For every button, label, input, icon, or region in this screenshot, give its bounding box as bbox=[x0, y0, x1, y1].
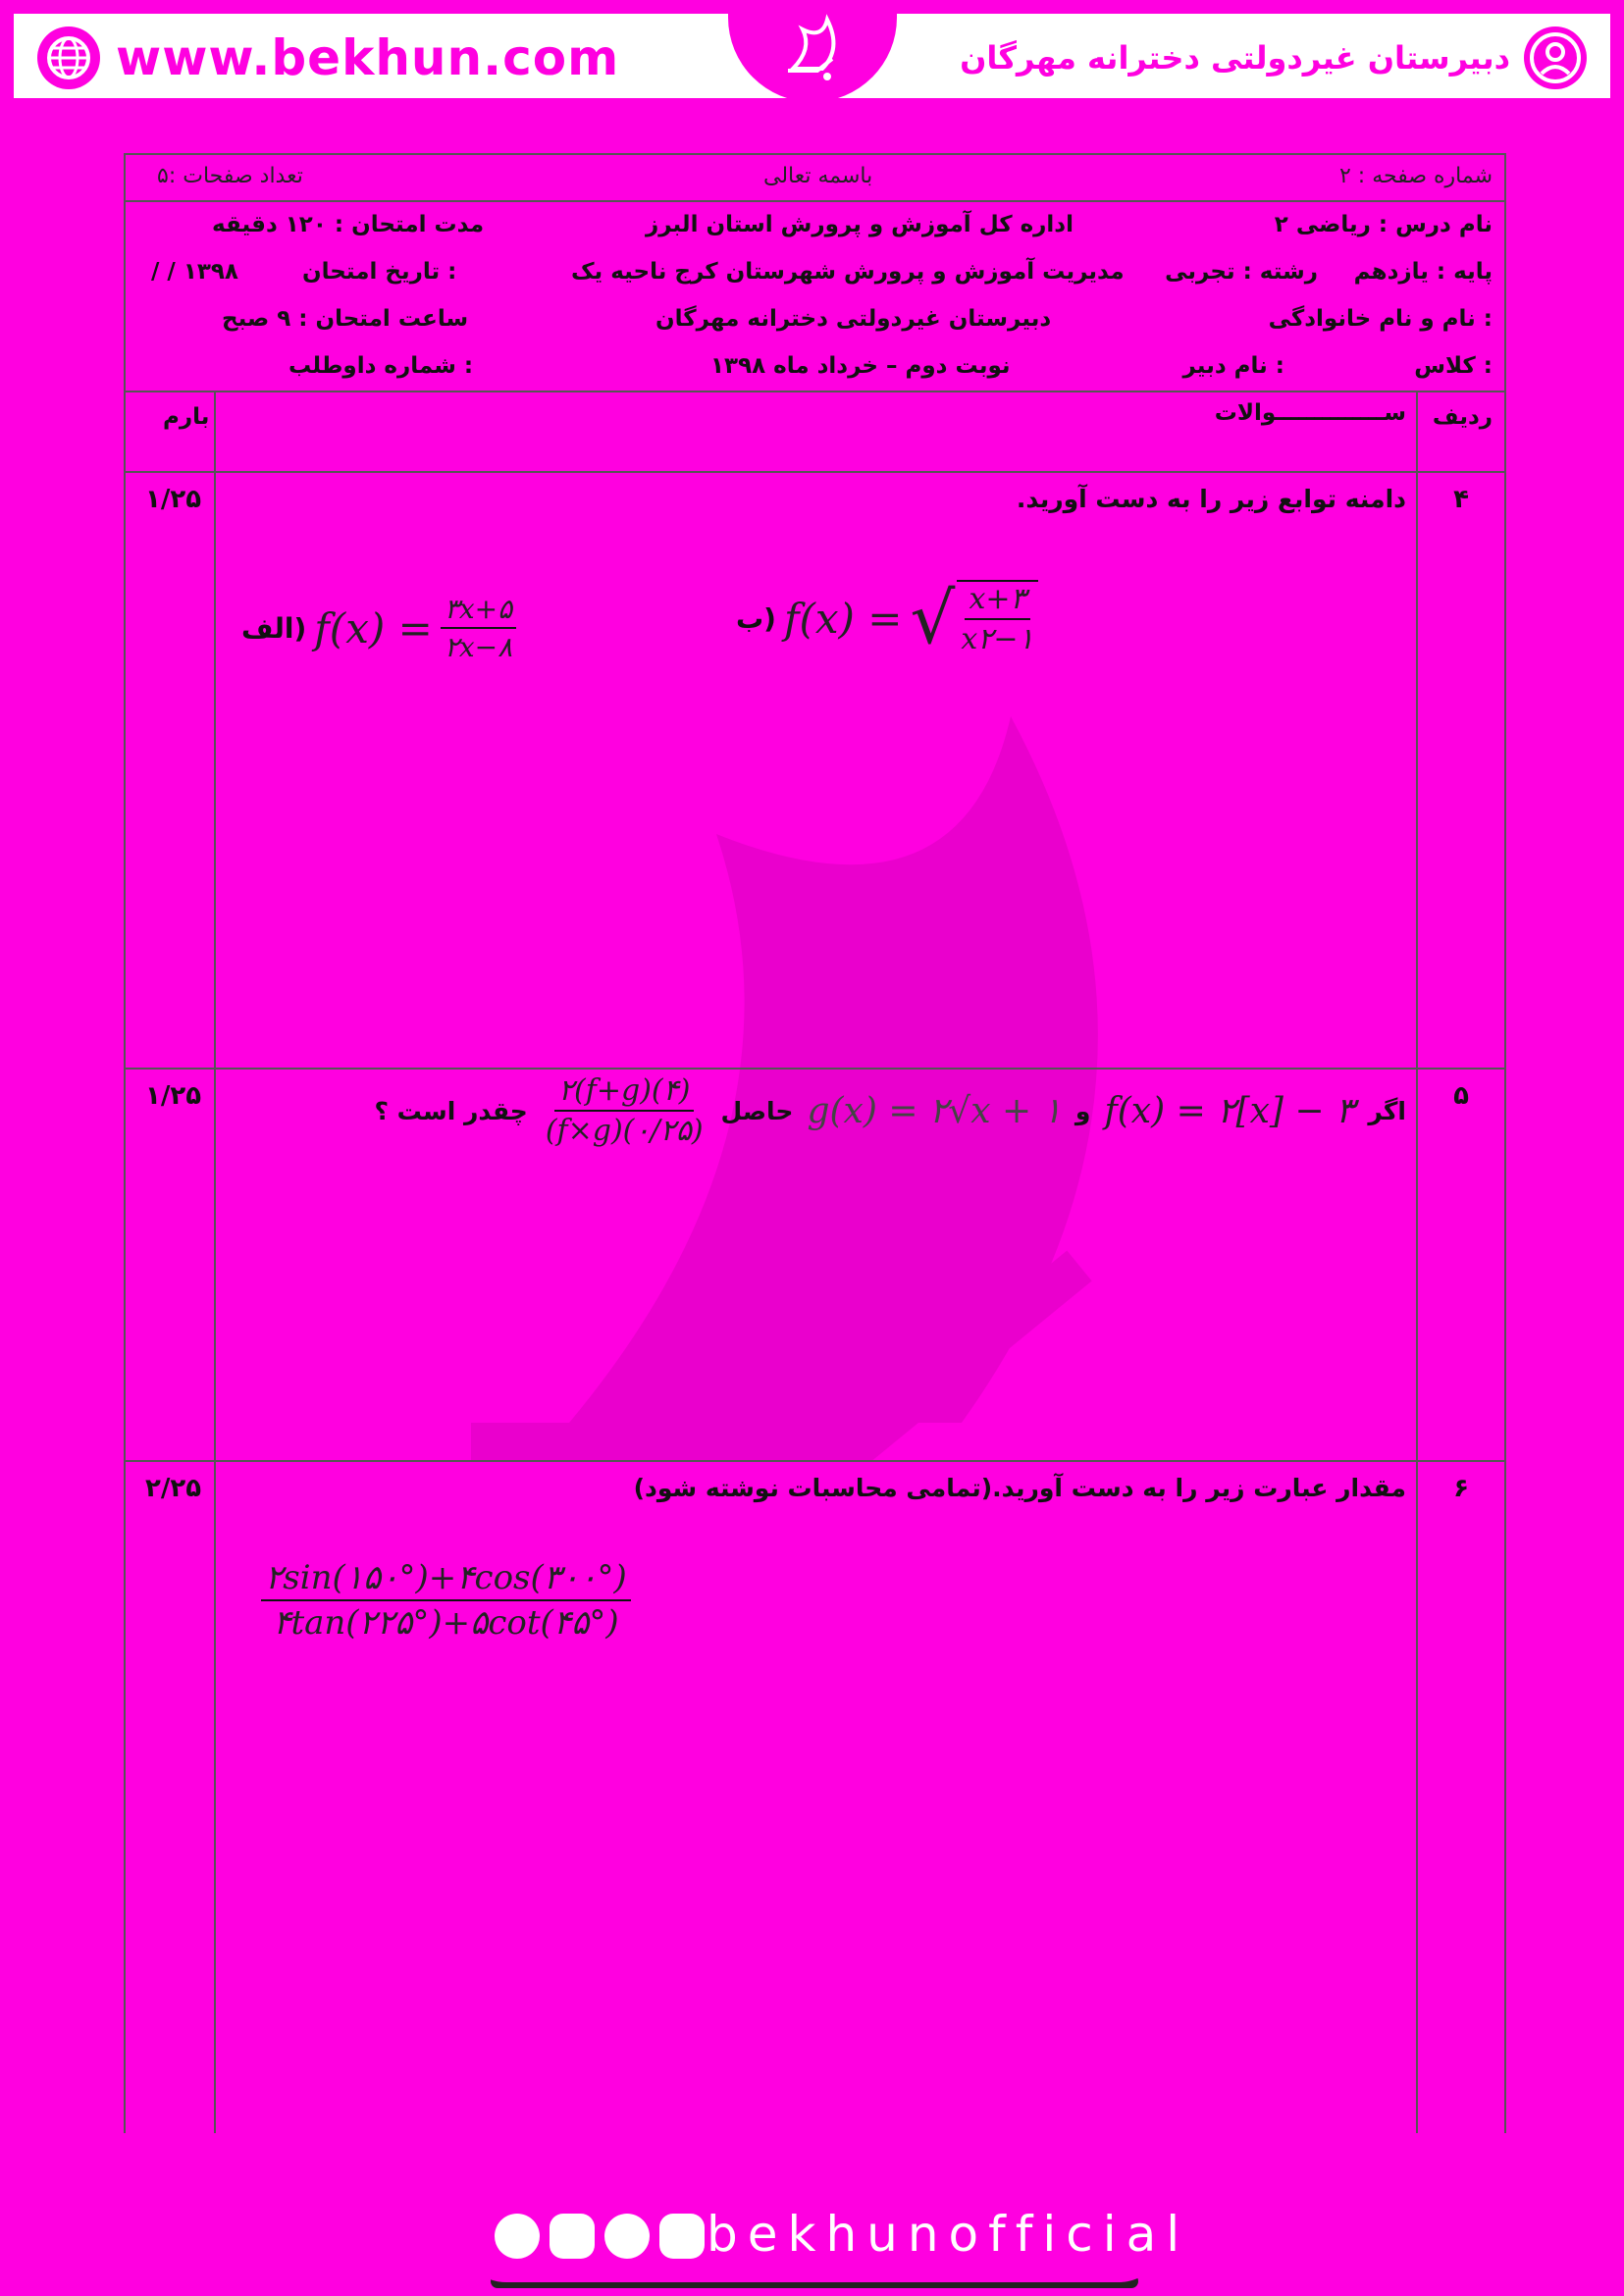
field: رشته : تجربی bbox=[1165, 259, 1318, 285]
column-header-score: بارم bbox=[163, 404, 210, 430]
question-4-score: ۱/۲۵ bbox=[145, 485, 202, 514]
score-column-divider bbox=[214, 391, 216, 2133]
org-line-1: اداره کل آموزش و پرورش استان البرز bbox=[646, 212, 1074, 237]
question-6-expression bbox=[261, 1558, 631, 1643]
question-6-denominator: ۴tan(۲۲۵°)+۵cot(۴۵°) bbox=[273, 1603, 619, 1643]
question-6-numerator: ۲sin(۱۵۰°)+۴cos(۳۰۰°) bbox=[261, 1558, 631, 1601]
header-row-top bbox=[126, 155, 1504, 202]
page-number: شماره صفحه : ۲ bbox=[1338, 164, 1493, 188]
part-a-label: الف) bbox=[241, 611, 307, 645]
page-count: تعداد صفحات :۵ bbox=[157, 164, 303, 188]
part-a-lhs: f(x) = bbox=[314, 603, 433, 652]
column-header-divider bbox=[126, 471, 1504, 473]
question-6-fraction bbox=[261, 1558, 631, 1643]
globe-icon bbox=[37, 26, 100, 89]
question-4-part-a bbox=[241, 593, 516, 663]
row-column-divider bbox=[1416, 391, 1418, 2133]
exam-time: ساعت امتحان : ۹ صبح bbox=[222, 306, 469, 332]
question-6-score: ۲/۲۵ bbox=[145, 1474, 202, 1503]
teacher-label: نام دبیر : bbox=[1182, 353, 1284, 379]
question-5-numerator: ۲(f+g)(۴) bbox=[554, 1073, 695, 1112]
question-4-part-b bbox=[736, 577, 1038, 659]
question-5-divider bbox=[126, 1460, 1504, 1462]
part-a-denominator: ۲x−۸ bbox=[444, 631, 513, 663]
student-name-label: نام و نام خانوادگی : bbox=[1268, 306, 1493, 332]
question-4-number: ۴ bbox=[1453, 485, 1469, 514]
question-5-if: اگر bbox=[1368, 1096, 1406, 1125]
class-label: کلاس : bbox=[1414, 353, 1493, 379]
org-line-2: مدیریت آموزش و پرورش شهرستان کرج ناحیه یک bbox=[571, 259, 1125, 285]
question-5-f-definition: f(x) = ۲[x] − ۳ bbox=[1104, 1090, 1355, 1131]
school-title-top bbox=[960, 24, 1587, 92]
part-a-numerator: ۳x+۵ bbox=[441, 593, 516, 629]
questions-table bbox=[124, 391, 1506, 2133]
part-b-denominator: x۲−۱ bbox=[961, 622, 1034, 656]
table-top-border bbox=[126, 391, 1504, 392]
part-b-label: ب) bbox=[736, 601, 776, 635]
user-icon bbox=[1524, 26, 1587, 89]
instagram-icon[interactable] bbox=[659, 2214, 705, 2259]
org-line-3: دبیرستان غیردولتی دخترانه مهرگان bbox=[655, 306, 1052, 332]
candidate-number-label: شماره داوطلب : bbox=[288, 353, 474, 379]
youtube-icon[interactable] bbox=[550, 2214, 595, 2259]
exam-date-label: تاریخ امتحان : bbox=[302, 259, 457, 285]
question-5-and: و bbox=[1074, 1096, 1091, 1125]
website-link[interactable] bbox=[37, 24, 619, 92]
question-5-g-definition: g(x) = ۲√x + ۱ bbox=[807, 1090, 1062, 1131]
basmala: باسمه تعالی bbox=[763, 164, 873, 188]
social-handle[interactable]: bekhunofficial bbox=[707, 2206, 1190, 2263]
exam-duration: مدت امتحان : ۱۲۰ دقیقه bbox=[212, 212, 485, 237]
part-a-fraction bbox=[441, 593, 516, 663]
question-5-fraction bbox=[542, 1073, 707, 1148]
grade: پایه : یازدهم bbox=[1353, 259, 1493, 285]
question-5-result: حاصل bbox=[720, 1096, 794, 1125]
question-5-text bbox=[374, 1073, 1406, 1148]
exam-header bbox=[124, 153, 1506, 392]
question-5-number: ۵ bbox=[1453, 1081, 1469, 1111]
question-6-text: مقدار عبارت زیر را به دست آورید.(تمامی محاسبات نوشته شود) bbox=[633, 1474, 1406, 1502]
question-5-score: ۱/۲۵ bbox=[145, 1081, 202, 1111]
aparat-icon[interactable] bbox=[495, 2214, 540, 2259]
question-6-number: ۶ bbox=[1453, 1474, 1469, 1503]
question-5-denominator: (f×g)(۰/۲۵) bbox=[545, 1114, 704, 1148]
course-name: نام درس : ریاضی ۲ bbox=[1274, 212, 1493, 237]
part-b-numerator: x+۳ bbox=[965, 582, 1029, 620]
website-url[interactable]: www.bekhun.com bbox=[116, 29, 620, 86]
part-b-lhs: f(x) = bbox=[783, 594, 903, 643]
column-header-row: ردیف bbox=[1432, 404, 1493, 430]
exam-date-value: / / ۱۳۹۸ bbox=[151, 259, 238, 285]
exam-session: نوبت دوم – خرداد ماه ۱۳۹۸ bbox=[710, 353, 1011, 379]
question-4-text: دامنه توابع زیر را به دست آورید. bbox=[1016, 485, 1406, 513]
part-b-fraction bbox=[957, 580, 1037, 656]
telegram-icon[interactable] bbox=[604, 2214, 650, 2259]
sqrt-sign: √ bbox=[910, 577, 956, 659]
question-4-divider bbox=[126, 1068, 1504, 1070]
school-title-text: دبیرستان غیردولتی دخترانه مهرگان bbox=[960, 39, 1510, 77]
question-5-ask: چقدر است ؟ bbox=[374, 1096, 528, 1125]
column-header-questions: ســــــــــــــوالات bbox=[1214, 400, 1406, 426]
